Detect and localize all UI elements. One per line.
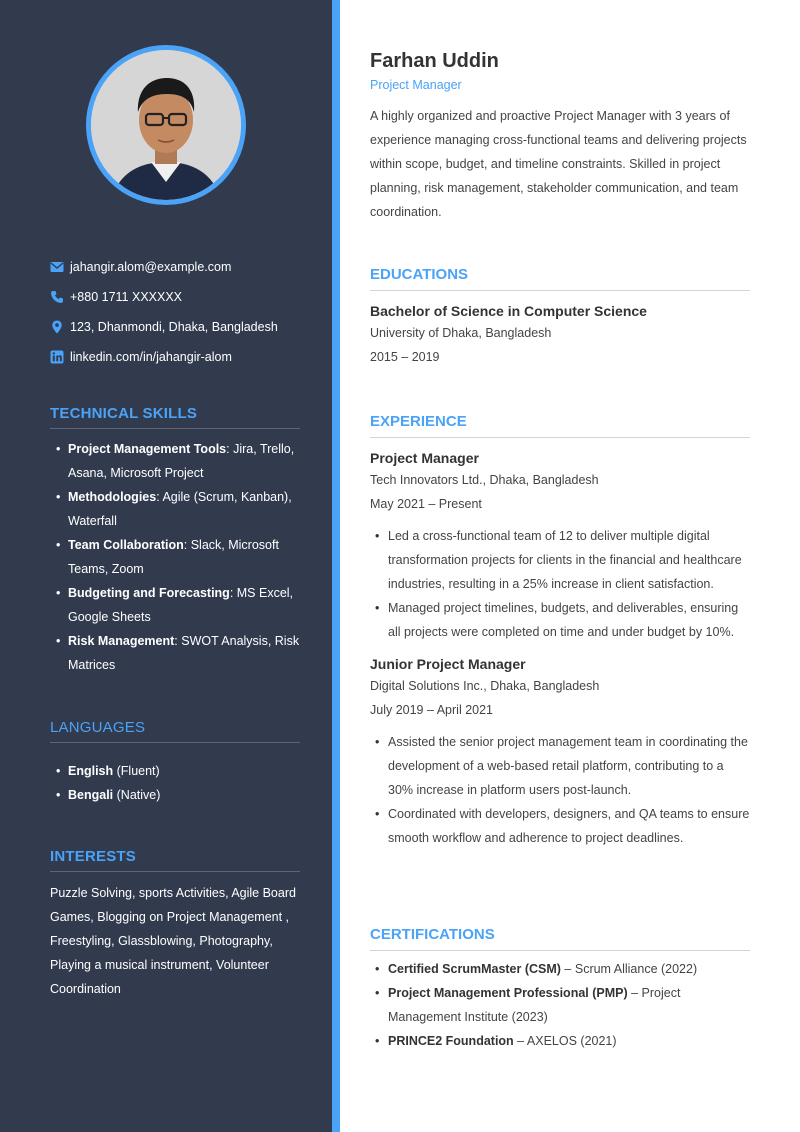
candidate-name: Farhan Uddin xyxy=(370,50,499,72)
education-heading: EDUCATIONS xyxy=(370,266,750,291)
languages-list xyxy=(50,759,300,807)
job-title: Project Manager xyxy=(370,450,479,466)
job-title: Junior Project Manager xyxy=(370,656,526,672)
job-entry xyxy=(370,448,750,644)
email-text: jahangir.alom@example.com xyxy=(70,260,232,274)
certifications-section xyxy=(370,926,750,1053)
contact-email[interactable] xyxy=(50,252,310,282)
interests-section xyxy=(50,848,300,1001)
phone-text: +880 1711 XXXXXX xyxy=(70,290,183,304)
cert-issuer: – AXELOS (2021) xyxy=(513,1034,617,1048)
list-item xyxy=(370,1029,750,1053)
language-label: Bengali xyxy=(68,788,114,802)
certifications-list xyxy=(370,957,750,1053)
interests-heading: INTERESTS xyxy=(50,848,300,872)
sidebar xyxy=(0,0,332,1132)
phone-icon xyxy=(50,290,64,304)
job-dates: July 2019 – April 2021 xyxy=(370,703,494,717)
cert-issuer: – Project Management Institute (2023) xyxy=(388,986,681,1024)
languages-heading: LANGUAGES xyxy=(50,719,300,743)
address-text: 123, Dhanmondi, Dhaka, Bangladesh xyxy=(70,320,278,334)
cert-label: PRINCE2 Foundation xyxy=(388,1034,514,1048)
job-company: Tech Innovators Ltd., Dhaka, Bangladesh xyxy=(370,473,599,487)
cert-label: Project Management Professional (PMP) xyxy=(388,986,628,1000)
list-item xyxy=(370,981,750,1029)
skills-list xyxy=(50,437,300,677)
language-label: English xyxy=(68,764,114,778)
skill-label: Team Collaboration xyxy=(68,538,184,552)
skill-label: Methodologies xyxy=(68,490,157,504)
location-pin-icon xyxy=(50,320,64,334)
profile-summary: A highly organized and proactive Project Manager with 3 years of experience managing cross-functional teams and delivering projects within scope, budget, and timeline constraints. Skilled in project planning, risk management, stakeholder communication, and team coordination. xyxy=(370,109,747,219)
skill-text: : MS Excel, Google Sheets xyxy=(68,586,294,624)
list-item: • Led a cross-functional team of 12 to deliver multiple digital transformation projects for clients in the financial and healthcare industries, resulting in a 25% increase in client satisfaction. xyxy=(370,524,750,596)
language-level: (Fluent) xyxy=(113,764,160,778)
degree-title: Bachelor of Science in Computer Science xyxy=(370,303,647,319)
skills-heading: TECHNICAL SKILLS xyxy=(50,405,300,429)
experience-section xyxy=(370,413,750,850)
job-bullets xyxy=(370,524,750,644)
candidate-role: Project Manager xyxy=(370,78,462,92)
job-dates: May 2021 – Present xyxy=(370,497,482,511)
linkedin-text: linkedin.com/in/jahangir-alom xyxy=(70,350,232,364)
contact-address xyxy=(50,312,310,342)
skill-label: Project Management Tools xyxy=(68,442,227,456)
education-years: 2015 – 2019 xyxy=(370,350,440,364)
list-item: • Managed project timelines, budgets, and deliverables, ensuring all projects were completed on time and under budget by 10%. xyxy=(370,596,750,644)
list-item xyxy=(370,957,750,981)
list-item xyxy=(50,437,300,485)
skill-text: : Slack, Microsoft Teams, Zoom xyxy=(68,538,279,576)
skill-label: Budgeting and Forecasting xyxy=(68,586,230,600)
skill-text: : SWOT Analysis, Risk Matrices xyxy=(68,634,300,672)
certifications-heading: CERTIFICATIONS xyxy=(370,926,750,951)
contact-linkedin[interactable] xyxy=(50,342,310,372)
job-company: Digital Solutions Inc., Dhaka, Bangladesh xyxy=(370,679,600,693)
contact-phone[interactable] xyxy=(50,282,310,312)
list-item xyxy=(50,485,300,533)
list-item xyxy=(50,581,300,629)
skill-text: : Jira, Trello, Asana, Microsoft Project xyxy=(68,442,295,480)
experience-heading: EXPERIENCE xyxy=(370,413,750,438)
interests-text: Puzzle Solving, sports Activities, Agile Board Games, Blogging on Project Management , Freestyling, Glassblowing, Photography, Playing a musical instrument, Volunteer Coordination xyxy=(50,886,296,996)
skills-section xyxy=(50,405,300,677)
skill-text: : Agile (Scrum, Kanban), Waterfall xyxy=(68,490,292,528)
avatar xyxy=(86,45,246,205)
language-level: (Native) xyxy=(113,788,161,802)
list-item: • Assisted the senior project management team in coordinating the development of a web-based retail platform, contributing to a 30% increase in platform users post-launch. xyxy=(370,730,750,802)
job-entry xyxy=(370,654,750,850)
cert-label: Certified ScrumMaster (CSM) xyxy=(388,962,561,976)
skill-label: Risk Management xyxy=(68,634,175,648)
linkedin-icon xyxy=(50,350,64,364)
cert-issuer: – Scrum Alliance (2022) xyxy=(560,962,698,976)
school-name: University of Dhaka, Bangladesh xyxy=(370,326,552,340)
list-item: • Coordinated with developers, designers, and QA teams to ensure smooth workflow and adherence to project deadlines. xyxy=(370,802,750,850)
mail-icon xyxy=(50,260,64,274)
languages-section xyxy=(50,719,300,807)
list-item xyxy=(50,759,300,783)
list-item xyxy=(50,629,300,677)
list-item xyxy=(50,533,300,581)
job-bullets xyxy=(370,730,750,850)
accent-divider xyxy=(332,0,340,1132)
contact-list xyxy=(50,252,310,372)
profile-photo xyxy=(91,50,241,200)
list-item xyxy=(50,783,300,807)
education-section xyxy=(370,266,750,369)
